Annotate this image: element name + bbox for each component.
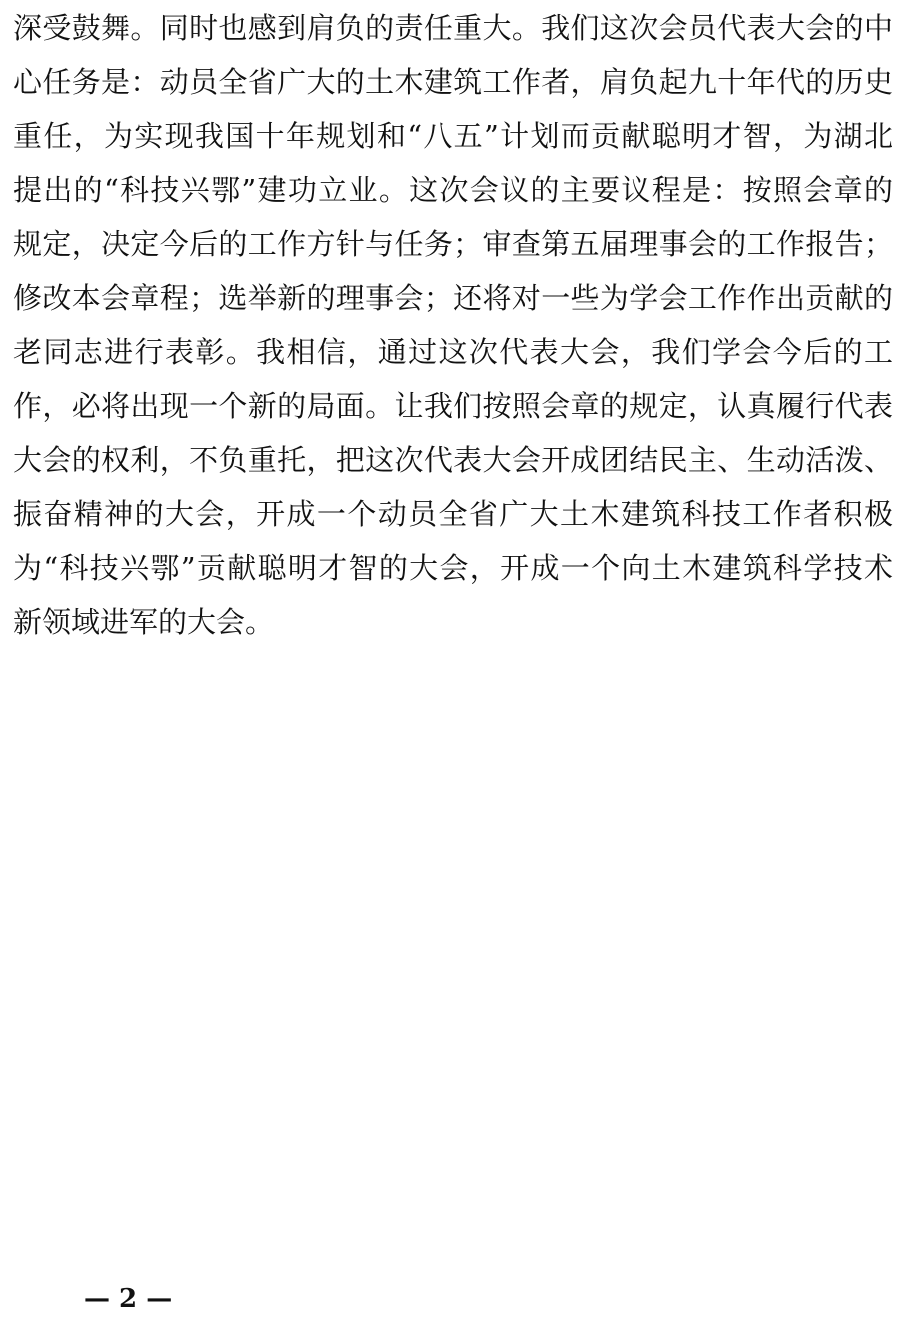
text-line: 新领域进军的大会。 <box>13 605 275 639</box>
text-line: 老同志进行表彰。我相信，通过这次代表大会，我们学会今后的工 <box>13 335 893 369</box>
text-line: 规定，决定今后的工作方针与任务；审查第五届理事会的工作报告； <box>13 227 893 261</box>
text-line: 修改本会章程；选举新的理事会；还将对一些为学会工作作出贡献的 <box>13 281 893 315</box>
body-paragraph <box>13 1 893 649</box>
text-line: 心任务是：动员全省广大的土木建筑工作者，肩负起九十年代的历史 <box>13 65 893 99</box>
text-line: 振奋精神的大会，开成一个动员全省广大土木建筑科技工作者积极 <box>13 497 893 531</box>
page-number: — 2 — <box>84 1284 173 1314</box>
text-line: 大会的权利，不负重托，把这次代表大会开成团结民主、生动活泼、 <box>13 443 893 477</box>
text-line: 提出的“科技兴鄂”建功立业。这次会议的主要议程是：按照会章的 <box>13 173 893 207</box>
text-line: 作，必将出现一个新的局面。让我们按照会章的规定，认真履行代表 <box>13 389 893 423</box>
text-line: 为“科技兴鄂”贡献聪明才智的大会，开成一个向土木建筑科学技术 <box>13 551 893 585</box>
text-line: 深受鼓舞。同时也感到肩负的责任重大。我们这次会员代表大会的中 <box>13 11 893 45</box>
text-line: 重任，为实现我国十年规划和“八五”计划而贡献聪明才智，为湖北 <box>13 119 893 153</box>
